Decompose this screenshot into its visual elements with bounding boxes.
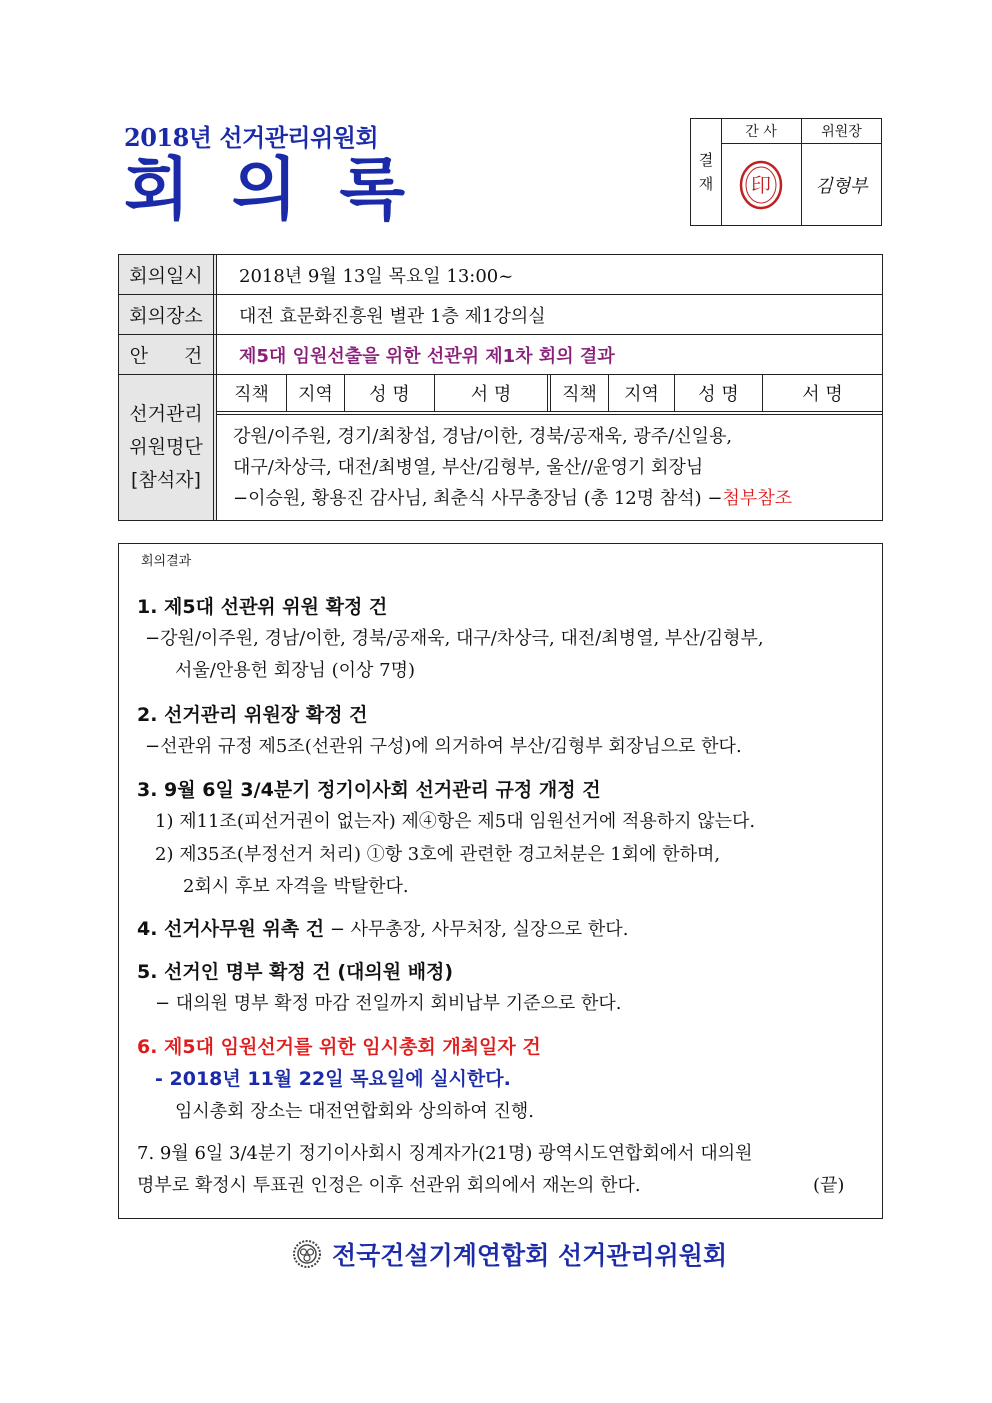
members-header-cell: 서 명 <box>435 375 551 411</box>
row-members <box>119 375 882 520</box>
agenda-value: 제5대 임원선출을 위한 선관위 제1차 회의 결과 <box>239 345 615 367</box>
item-3-line-1: 1) 제11조(피선거권이 없는자) 제④항은 제5대 임원선거에 적용하지 않는다. <box>155 811 756 832</box>
members-label-3: [참석자] <box>131 469 201 491</box>
agenda-label-text: 안건 <box>129 345 239 367</box>
row-date <box>119 255 882 295</box>
members-header-cell: 지역 <box>609 375 675 411</box>
members-header-row <box>217 375 882 415</box>
item-7-line-2: 명부로 확정시 투표권 인정은 이후 선관위 회의에서 재논의 한다. <box>137 1175 641 1196</box>
members-header-cell: 성 명 <box>345 375 435 411</box>
item-7-line-1: 7. 9월 6일 3/4분기 정기이사회시 징계자가(21명) 광역시도연합회에서 대의원 <box>137 1143 753 1164</box>
place-value: 대전 효문화진흥원 별관 1층 제1강의실 <box>239 305 546 327</box>
row-agenda <box>119 335 882 375</box>
document-title: 회의록 <box>124 150 448 230</box>
item-3-title: 3. 9월 6일 3/4분기 정기이사회 선거관리 규정 개정 건 <box>137 779 601 801</box>
footer <box>292 1236 727 1272</box>
meeting-results-box <box>118 543 883 1219</box>
members-header-cell: 직책 <box>217 375 287 411</box>
place-label: 회의장소 <box>119 295 217 334</box>
item-2-line-1: −선관위 규정 제5조(선관위 구성)에 의거하여 부산/김형부 회장님으로 한다. <box>145 736 742 757</box>
item-5-title: 5. 선거인 명부 확정 건 (대의원 배정) <box>137 961 454 983</box>
item-6-line-2: 임시총회 장소는 대전연합회와 상의하여 진행. <box>175 1101 534 1122</box>
members-label-1: 선거관리 <box>129 403 203 425</box>
item-6-title: 6. 제5대 임원선거를 위한 임시총회 개최일자 건 <box>137 1036 541 1058</box>
approval-label <box>691 119 722 225</box>
members-line-2: 대구/차상극, 대전/최병열, 부산/김형부, 울산//윤영기 회장님 <box>233 457 704 478</box>
document-subtitle: 2018년 선거관리위원회 <box>124 123 379 152</box>
item-4 <box>137 914 628 941</box>
results-label: 회의결과 <box>141 554 192 569</box>
approval-col-secretary: 간 사 <box>721 119 802 144</box>
members-label-2: 위원명단 <box>129 436 203 458</box>
seal-stamp-icon <box>738 160 784 210</box>
members-line-3 <box>233 483 868 514</box>
members-list <box>217 415 882 520</box>
members-header-cell: 직책 <box>551 375 609 411</box>
item-5-line-1: − 대의원 명부 확정 마감 전일까지 회비납부 기준으로 한다. <box>155 993 622 1014</box>
meeting-info-table <box>118 254 883 521</box>
members-header-cell: 성 명 <box>675 375 763 411</box>
date-value: 2018년 9월 13일 목요일 13:00~ <box>239 265 514 287</box>
item-1-title: 1. 제5대 선관위 위원 확정 건 <box>137 596 388 618</box>
members-area <box>217 375 882 520</box>
members-line-3-text: −이승원, 황용진 감사님, 최춘식 사무총장님 (총 12명 참석) − <box>233 488 723 509</box>
chair-signature: 김형부 <box>815 175 868 197</box>
item-6-line-1: - 2018년 11월 22일 목요일에 실시한다. <box>155 1068 511 1090</box>
seal-stamp-text: 印 <box>751 172 771 197</box>
members-label <box>119 375 217 520</box>
item-4-title: 4. 선거사무원 위촉 건 <box>137 918 325 940</box>
approval-label-2: 재 <box>698 175 714 193</box>
members-header-cell: 지역 <box>287 375 345 411</box>
item-2-title: 2. 선거관리 위원장 확정 건 <box>137 704 368 726</box>
secretary-seal <box>721 144 802 225</box>
approval-col-chair: 위원장 <box>802 119 881 144</box>
item-7-end: (끝) <box>813 1175 845 1196</box>
organization-emblem-icon <box>292 1239 322 1269</box>
item-4-rest: − 사무총장, 사무처장, 실장으로 한다. <box>324 919 629 940</box>
approval-label-1: 결 <box>698 151 714 169</box>
row-place <box>119 295 882 335</box>
item-1-line-1: −강원/이주원, 경남/이한, 경북/공재욱, 대구/차상극, 대전/최병열, 부산/김형부, <box>145 628 764 649</box>
item-3-line-3: 2회시 후보 자격을 박탈한다. <box>183 876 409 897</box>
footer-organization: 전국건설기계연합회 선거관리위원회 <box>332 1241 728 1270</box>
date-label: 회의일시 <box>119 255 217 294</box>
attachment-ref: 첨부참조 <box>722 488 793 509</box>
members-header-cell: 서 명 <box>802 384 843 405</box>
item-3-line-2: 2) 제35조(부정선거 처리) ①항 3호에 관련한 경고처분은 1회에 한하며, <box>155 844 721 865</box>
item-1-line-2: 서울/안용헌 회장님 (이상 7명) <box>175 660 415 681</box>
approval-box <box>690 118 882 226</box>
agenda-label <box>119 335 239 374</box>
members-line-1: 강원/이주원, 경기/최창섭, 경남/이한, 경북/공재욱, 광주/신일용, <box>233 426 733 447</box>
